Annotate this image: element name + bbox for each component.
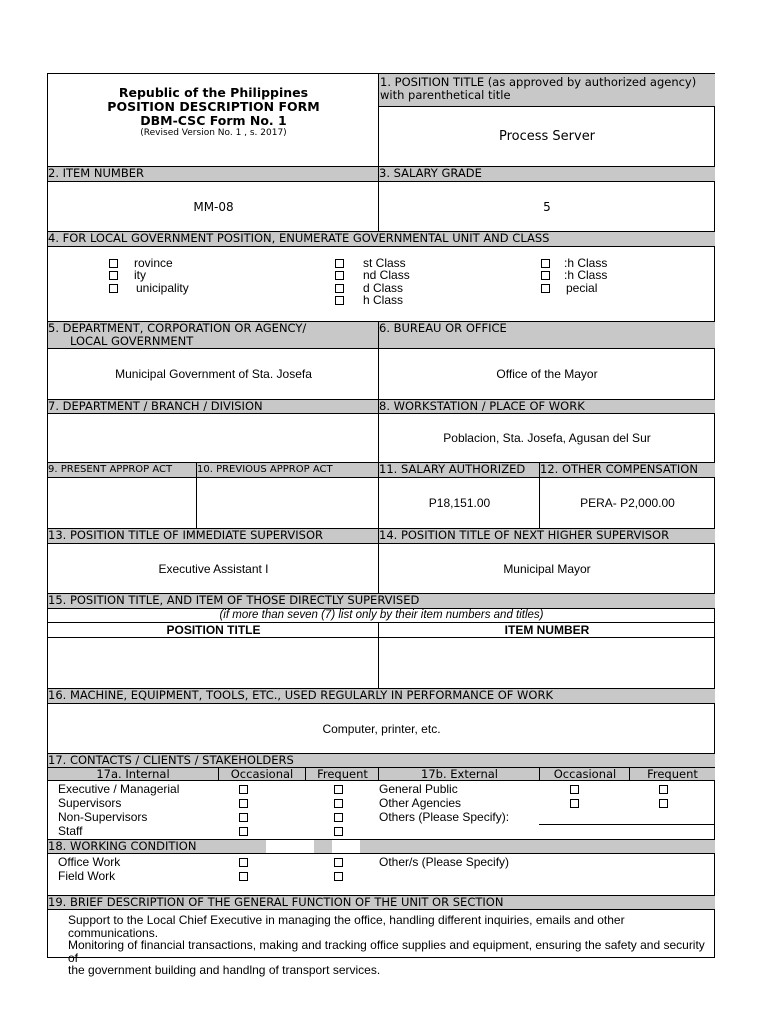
checkbox-exec-occasional[interactable]: [239, 785, 248, 794]
internal-supervisors: Supervisors: [58, 796, 122, 810]
checkbox-staff-frequent[interactable]: [334, 827, 343, 836]
department-value[interactable]: Municipal Government of Sta. Josefa: [48, 348, 379, 399]
lgu-option-4th-class: h Class: [363, 293, 404, 307]
contacts-external-heading: 17b. External: [378, 768, 540, 780]
previous-approp-value[interactable]: [196, 477, 379, 528]
external-general-public: General Public: [379, 782, 458, 796]
salary-grade-value[interactable]: 5: [378, 181, 715, 231]
internal-occasional-heading: Occasional: [218, 768, 305, 780]
salary-authorized-label: 11. SALARY AUTHORIZED: [378, 462, 540, 477]
contacts-body: [48, 780, 715, 839]
next-higher-supervisor-label: 14. POSITION TITLE OF NEXT HIGHER SUPERVISOR: [378, 528, 715, 543]
checkbox-office-occasional[interactable]: [239, 858, 248, 867]
general-function-line-1: Support to the Local Chief Executive in managing the office, handling different inquiries, emails and other communications.: [68, 913, 625, 940]
department-label-line1: 5. DEPARTMENT, CORPORATION OR AGENCY/: [48, 321, 307, 335]
checkbox-public-frequent[interactable]: [659, 785, 668, 794]
division-value[interactable]: [48, 413, 379, 462]
present-approp-value[interactable]: [48, 477, 197, 528]
supervised-position-cell[interactable]: [48, 637, 379, 688]
external-other-agencies: Other Agencies: [379, 796, 462, 810]
header-form-title: POSITION DESCRIPTION FORM: [107, 99, 320, 114]
lgu-option-6th-class: :h Class: [564, 268, 608, 282]
other-compensation-value[interactable]: PERA- P2,000.00: [539, 477, 715, 528]
checkbox-agencies-occasional[interactable]: [570, 799, 579, 808]
lgu-option-3rd-class: d Class: [363, 281, 404, 295]
lgu-option-2nd-class: nd Class: [363, 268, 410, 282]
next-higher-supervisor-value[interactable]: Municipal Mayor: [378, 543, 715, 593]
working-office-work: Office Work: [58, 855, 121, 869]
division-label: 7. DEPARTMENT / BRANCH / DIVISION: [48, 399, 379, 413]
item-number-label: 2. ITEM NUMBER: [48, 166, 379, 181]
internal-staff: Staff: [58, 824, 83, 838]
department-label-line2: LOCAL GOVERNMENT: [70, 334, 194, 348]
position-title-label: [379, 74, 715, 106]
salary-authorized-value[interactable]: P18,151.00: [378, 477, 540, 528]
working-condition-label-text: 18. WORKING CONDITION: [48, 839, 197, 853]
external-others-specify: Others (Please Specify):: [379, 810, 510, 824]
working-field-work: Field Work: [58, 869, 116, 883]
checkbox-special[interactable]: [541, 284, 550, 293]
checkbox-province[interactable]: [109, 259, 118, 268]
supervised-label: 15. POSITION TITLE, AND ITEM OF THOSE DIRECTLY SUPERVISED: [48, 593, 715, 608]
header-form-number: DBM-CSC Form No. 1: [140, 113, 287, 128]
header-revision: (Revised Version No. 1 , s. 2017): [140, 128, 287, 138]
present-approp-label: 9. PRESENT APPROP ACT: [48, 462, 197, 477]
item-number-value[interactable]: MM-08: [48, 181, 379, 231]
supervised-col-item-number-text: ITEM NUMBER: [504, 623, 590, 637]
internal-non-supervisors: Non-Supervisors: [58, 810, 148, 824]
internal-frequent-heading: Frequent: [305, 768, 379, 780]
immediate-supervisor-value[interactable]: Executive Assistant I: [48, 543, 379, 593]
working-others-specify: Other/s (Please Specify): [379, 855, 510, 869]
checkbox-6th-class[interactable]: [541, 271, 550, 280]
bureau-label: 6. BUREAU OR OFFICE: [378, 321, 715, 348]
checkbox-supervisors-occasional[interactable]: [239, 799, 248, 808]
checkbox-nonsup-frequent[interactable]: [334, 813, 343, 822]
general-function-line-2: Monitoring of financial transactions, making and tracking office supplies and equipment, ensuring the safety and security of: [68, 938, 705, 965]
checkbox-public-occasional[interactable]: [570, 785, 579, 794]
working-condition-body: [48, 853, 715, 895]
lgu-option-1st-class: st Class: [363, 256, 406, 270]
checkbox-field-occasional[interactable]: [239, 872, 248, 881]
bureau-value[interactable]: Office of the Mayor: [378, 348, 715, 399]
position-title-value[interactable]: Process Server: [379, 106, 715, 166]
workstation-label: 8. WORKSTATION / PLACE OF WORK: [378, 399, 715, 413]
general-function-line-3: the government building and handlng of transport services.: [68, 963, 381, 977]
checkbox-municipality[interactable]: [109, 284, 118, 293]
lgu-option-5th-class: :h Class: [564, 256, 608, 270]
general-function-text[interactable]: [48, 909, 715, 977]
equipment-label: 16. MACHINE, EQUIPMENT, TOOLS, ETC., USED REGULARLY IN PERFORMANCE OF WORK: [48, 688, 715, 703]
supervised-col-position-title: POSITION TITLE: [48, 622, 379, 637]
checkbox-office-frequent[interactable]: [334, 858, 343, 867]
equipment-value[interactable]: Computer, printer, etc.: [48, 703, 715, 753]
position-title-label-line1: 1. POSITION TITLE (as approved by authorized agency): [380, 75, 697, 89]
immediate-supervisor-label: 13. POSITION TITLE OF IMMEDIATE SUPERVISOR: [48, 528, 379, 543]
checkbox-2nd-class[interactable]: [335, 271, 344, 280]
checkbox-field-frequent[interactable]: [334, 872, 343, 881]
header-republic: Republic of the Philippines: [118, 85, 309, 100]
checkbox-1st-class[interactable]: [335, 259, 344, 268]
checkbox-supervisors-frequent[interactable]: [334, 799, 343, 808]
workstation-value[interactable]: Poblacion, Sta. Josefa, Agusan del Sur: [378, 413, 715, 462]
checkbox-nonsup-occasional[interactable]: [239, 813, 248, 822]
external-occasional-heading: Occasional: [539, 768, 630, 780]
checkbox-4th-class[interactable]: [335, 296, 344, 305]
lgu-option-province: rovince: [134, 256, 173, 270]
supervised-item-cell[interactable]: [378, 637, 715, 688]
checkbox-city[interactable]: [109, 271, 118, 280]
lgu-class-options: [48, 246, 715, 321]
others-specify-line[interactable]: [539, 824, 715, 825]
department-label: [48, 321, 379, 348]
previous-approp-label: 10. PREVIOUS APPROP ACT: [196, 462, 379, 477]
lgu-class-label: 4. FOR LOCAL GOVERNMENT POSITION, ENUMERATE GOVERNMENTAL UNIT AND CLASS: [48, 231, 715, 246]
checkbox-3rd-class[interactable]: [335, 284, 344, 293]
supervised-note: (if more than seven (7) list only by their item numbers and titles): [48, 608, 715, 622]
checkbox-staff-occasional[interactable]: [239, 827, 248, 836]
supervised-col-item-number: [378, 622, 715, 637]
checkbox-exec-frequent[interactable]: [334, 785, 343, 794]
form-header: [48, 74, 379, 166]
internal-executive: Executive / Managerial: [58, 782, 180, 796]
working-condition-label: [48, 839, 715, 853]
lgu-option-city: ity: [134, 268, 146, 282]
contacts-internal-heading: 17a. Internal: [96, 767, 170, 780]
general-function-label: 19. BRIEF DESCRIPTION OF THE GENERAL FUNCTION OF THE UNIT OR SECTION: [48, 895, 715, 909]
external-frequent-heading: Frequent: [629, 768, 715, 780]
position-title-label-line2: with parenthetical title: [380, 88, 511, 102]
lgu-option-municipality: unicipality: [136, 281, 189, 295]
lgu-option-special: pecial: [566, 281, 598, 295]
checkbox-agencies-frequent[interactable]: [659, 799, 668, 808]
contacts-label: 17. CONTACTS / CLIENTS / STAKEHOLDERS: [48, 753, 715, 767]
other-compensation-label: 12. OTHER COMPENSATION: [539, 462, 715, 477]
position-description-form: [47, 73, 715, 977]
contacts-subheader: [48, 767, 715, 780]
salary-grade-label: 3. SALARY GRADE: [378, 166, 715, 181]
checkbox-5th-class[interactable]: [541, 259, 550, 268]
